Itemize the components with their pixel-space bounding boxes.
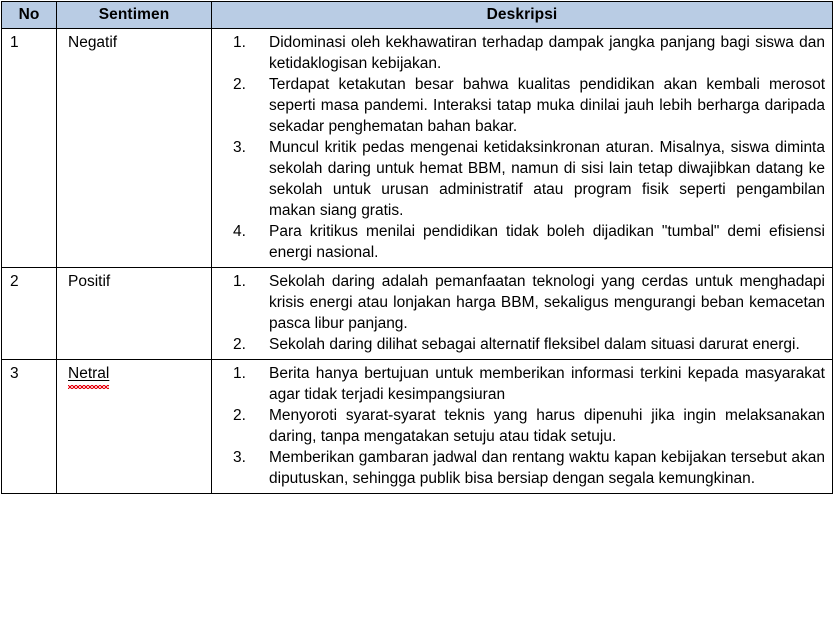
description-list: [212, 363, 825, 489]
cell-no: 3: [2, 360, 57, 494]
column-header-no: No: [2, 2, 57, 29]
cell-sentimen: [57, 29, 212, 268]
description-list-item: Menyoroti syarat-syarat teknis yang harus dipenuhi jika ingin melaksanakan daring, tanpa mengatakan setuju atau tidak setuju.: [269, 407, 825, 445]
column-header-sentimen: Sentimen: [57, 2, 212, 29]
sentiment-label: Positif: [68, 273, 111, 290]
description-list-item: Memberikan gambaran jadwal dan rentang waktu kapan kebijakan tersebut akan diputuskan, sehingga publik bisa bersiap dengan segala kemungkinan.: [269, 449, 825, 487]
cell-sentimen: [57, 268, 212, 360]
description-list: [212, 32, 825, 263]
sentiment-label: Negatif: [68, 34, 118, 51]
table-row: [2, 268, 833, 360]
cell-no: 1: [2, 29, 57, 268]
cell-deskripsi: [212, 360, 833, 494]
description-list-item: Berita hanya bertujuan untuk memberikan informasi terkini kepada masyarakat agar tidak terjadi kesimpangsiuran: [269, 365, 825, 403]
description-list-item: Sekolah daring adalah pemanfaatan teknologi yang cerdas untuk menghadapi krisis energi atau lonjakan harga BBM, sekaligus mengurangi beban kemacetan pasca libur panjang.: [269, 273, 825, 332]
description-list-item: Muncul kritik pedas mengenai ketidaksinkronan aturan. Misalnya, siswa diminta sekolah daring untuk hemat BBM, namun di sisi lain tetap diwajibkan datang ke sekolah untuk urusan administratif atau program fisik seperti pengambilan makan siang gratis.: [269, 139, 825, 219]
table-row: [2, 360, 833, 494]
description-list-item: Didominasi oleh kekhawatiran terhadap dampak jangka panjang bagi siswa dan ketidaklogisan kebijakan.: [269, 34, 825, 72]
description-list-item: Sekolah daring dilihat sebagai alternatif fleksibel dalam situasi darurat energi.: [269, 336, 800, 353]
description-list-item: Para kritikus menilai pendidikan tidak boleh dijadikan "tumbal" demi efisiensi energi nasional.: [269, 223, 825, 261]
table-header-row: [2, 2, 833, 29]
table-row: [2, 29, 833, 268]
description-list: [212, 271, 825, 355]
sentiment-label: Netral: [68, 365, 110, 382]
cell-no: 2: [2, 268, 57, 360]
cell-sentimen: [57, 360, 212, 494]
cell-deskripsi: [212, 268, 833, 360]
table-body: [2, 29, 833, 494]
table-header: [2, 2, 833, 29]
column-header-deskripsi: Deskripsi: [212, 2, 833, 29]
sentiment-description-table: [1, 1, 833, 494]
cell-deskripsi: [212, 29, 833, 268]
description-list-item: Terdapat ketakutan besar bahwa kualitas pendidikan akan kembali merosot seperti masa pandemi. Interaksi tatap muka dinilai jauh lebih berharga daripada sekadar penghematan bahan bakar.: [269, 76, 825, 135]
